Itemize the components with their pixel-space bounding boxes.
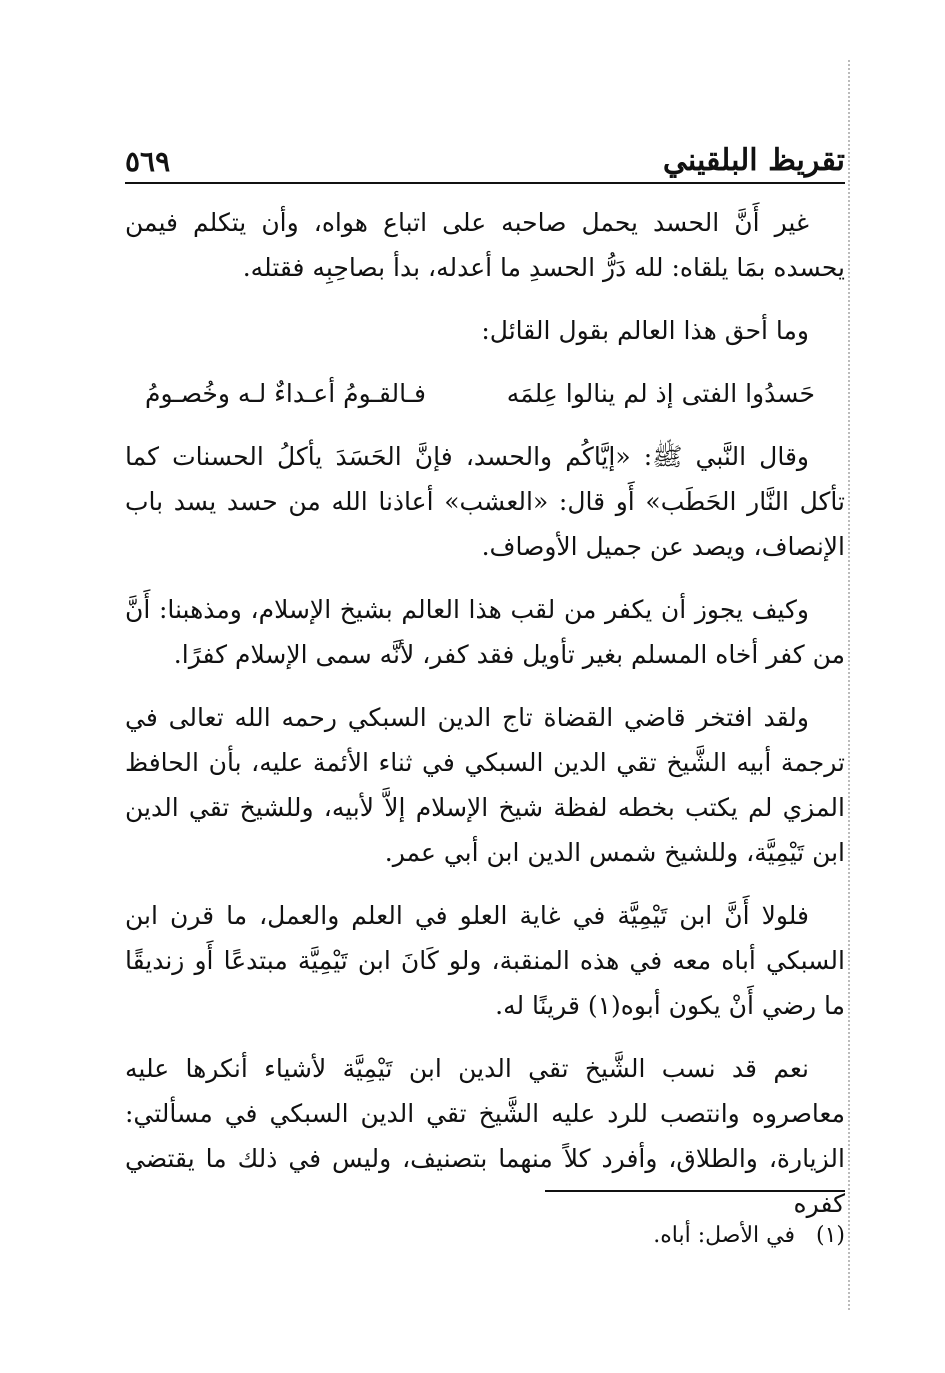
page-body: [125, 200, 845, 1244]
footnote-text: في الأصل: أباه.: [653, 1223, 795, 1248]
margin-scan-mark: [848, 60, 864, 1310]
paragraph-7: نعم قد نسب الشَّيخ تقي الدين ابن تَيْمِيَّة لأشياء أنكرها عليه معاصروه وانتصب للرد عليه الشَّيخ تقي الدين السبكي في مسألتي: الزيارة، والطلاق، وأفرد كلاً منهما بتصنيف، وليس في ذلك ما يقتضي كفره: [125, 1054, 845, 1218]
paragraph-6: فلولا أَنَّ ابن تَيْمِيَّة في غاية العلو في العلم والعمل، ما قرن ابن السبكي أباه معه في هذه المنقبة، ولو كَانَ ابن تَيْمِيَّة مبتدعًا أَو زنديقًا ما رضي أَنْ يكون أبوه(١) قرينًا له.: [125, 901, 845, 1020]
paragraph-5: ولقد افتخر قاضي القضاة تاج الدين السبكي رحمه الله تعالى في ترجمة أبيه الشَّيخ تقي الدين السبكي في ثناء الأئمة عليه، بأن الحافظ المزي لم يكتب بخطه لفظة شيخ الإسلام إلاَّ لأبيه، وللشيخ تقي الدين ابن تَيْمِيَّة، وللشيخ شمس الدين ابن أبي عمر.: [125, 703, 845, 867]
paragraph-4: وكيف يجوز أن يكفر من لقب هذا العالم بشيخ الإسلام، ومذهبنا: أَنَّ من كفر أخاه المسلم بغير تأويل فقد كفر، لأنَّه سمى الإسلام كفرًا.: [125, 595, 845, 669]
paragraph-3: وقال النَّبي ﷺ: «إيَّاكُم والحسد، فإنَّ الحَسَدَ يأكلُ الحسنات كما تأكل النَّار الحَطَب» أَو قال: «العشب» أعاذنا الله من حسد يسد باب الإنصاف، ويصد عن جميل الأوصاف.: [125, 442, 845, 561]
verse-second-hemistich: فـالقـومُ أعـداءٌ لـه وخُصـومُ: [145, 379, 426, 408]
poetry-verse: [125, 371, 845, 416]
verse-first-hemistich: حَسدُوا الفتى إذ لم ينالوا عِلمَه: [506, 379, 815, 408]
footnote-number: (١): [815, 1223, 845, 1248]
running-title: تقريظ البلقيني: [662, 143, 845, 178]
page-number: ٥٦٩: [125, 145, 171, 178]
page-header: [125, 130, 845, 184]
footnote-divider: [545, 1190, 845, 1192]
paragraph-2: وما أحق هذا العالم بقول القائل:: [481, 316, 809, 345]
paragraph-1: غير أَنَّ الحسد يحمل صاحبه على اتباع هواه، وأن يتكلم فيمن يحسده بمَا يلقاه: لله دَرُّ الحسدِ ما أعدله، بدأ بصاحِبِه فقتله.: [125, 208, 845, 282]
footnote: [653, 1216, 845, 1256]
